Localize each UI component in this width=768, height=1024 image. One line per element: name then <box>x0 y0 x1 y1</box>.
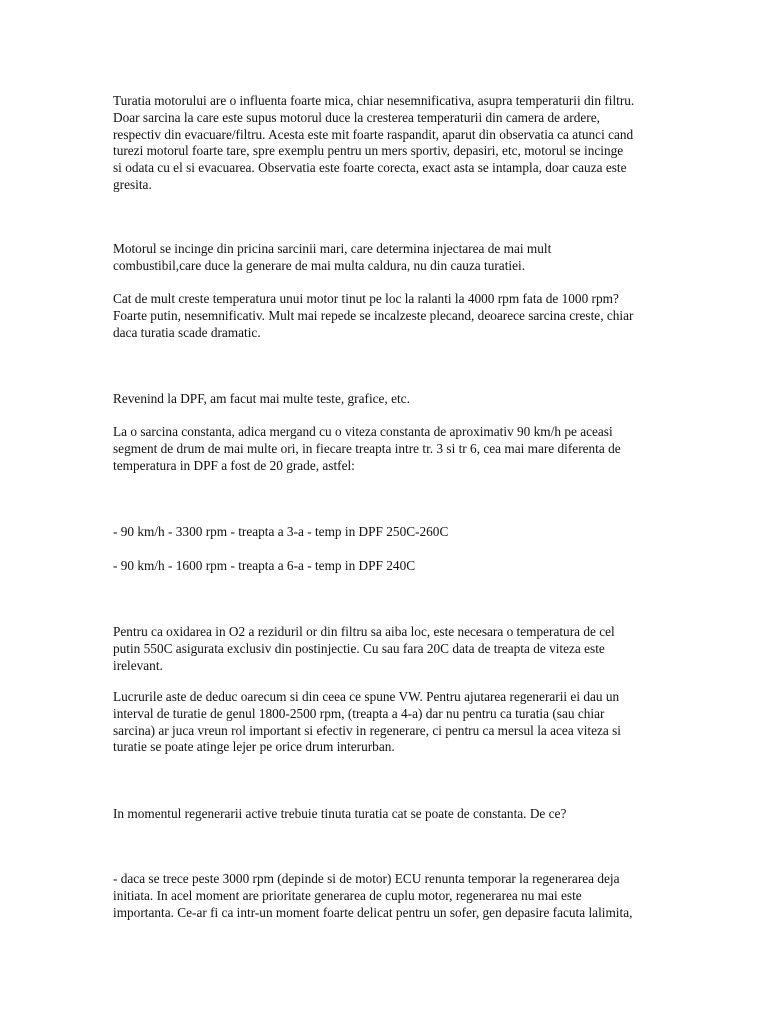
paragraph-oxidation: Pentru ca oxidarea in O2 a reziduril or din filtru sa aiba loc, este necesara o temperatura de cel putin 550C asigurata exclusiv din postinjectie. Cu sau fara 20C data de treapta de viteza este irelevant. <box>113 624 615 673</box>
paragraph-vw-guidance: Lucrurile aste de deduc oarecum si din ceea ce spune VW. Pentru ajutarea regenerarii ei dau un interval de turatie de genul 1800-2500 rpm, (treapta a 4-a) dar nu pentru ca turatia (sau chiar sarcina) ar juca vreun rol important si efectiv in regenerare, ci pentru ca mersul la acea viteza si turatie se poate atinge lejer pe orice drum interurban. <box>113 689 621 755</box>
paragraph-active-regen: In momentul regenerarii active trebuie tinuta turatia cat se poate de constanta. De ce? <box>113 806 567 821</box>
paragraph-constant-load: La o sarcina constanta, adica mergand cu o viteza constanta de aproximativ 90 km/h pe aceasi segment de drum de mai multe ori, in fiecare treapta intre tr. 3 si tr 6, cea mai mare diferenta de temperatura in DPF a fost de 20 grade, astfel: <box>113 424 621 473</box>
list-item-gear-3: - 90 km/h - 3300 rpm - treapta a 3-a - temp in DPF 250C-260C <box>113 524 449 539</box>
paragraph-idle-question: Cat de mult creste temperatura unui motor tinut pe loc la ralanti la 4000 rpm fata de 1000 rpm? Foarte putin, nesemnificativ. Mult mai repede se incalzeste plecand, deoarece sarcina creste, chiar daca turatia scade dramatic. <box>113 291 634 340</box>
paragraph-load-heat: Motorul se incinge din pricina sarcinii mari, care determina injectarea de mai mult combustibil,care duce la generare de mai multa caldura, nu din cauza turatiei. <box>113 241 552 273</box>
paragraph-rpm-influence: Turatia motorului are o influenta foarte mica, chiar nesemnificativa, asupra temperaturii din filtru. Doar sarcina la care este supus motorul duce la cresterea temperaturii din camera de ardere, respectiv din evacuare/filtru. Acesta este mit foarte raspandit, aparut din observatia ca atunci cand turezi motorul foarte tare, spre exemplu pentru un mers sportiv, depasiri, etc, motorul se incinge si odata cu el si evacuarea. Observatia este foarte corecta, exact asta se intampla, doar cauza este gresita. <box>113 93 635 192</box>
paragraph-dpf-tests: Revenind la DPF, am facut mai multe teste, grafice, etc. <box>113 391 410 406</box>
paragraph-ecu-abort: - daca se trece peste 3000 rpm (depinde si de motor) ECU renunta temporar la regenerarea deja initiata. In acel moment are prioritate generarea de cuplu motor, regenerarea nu mai este importanta. Ce-ar fi ca intr-un moment foarte delicat pentru un sofer, gen depasire facuta lalimita, <box>113 871 633 920</box>
list-item-gear-6: - 90 km/h - 1600 rpm - treapta a 6-a - temp in DPF 240C <box>113 558 416 573</box>
